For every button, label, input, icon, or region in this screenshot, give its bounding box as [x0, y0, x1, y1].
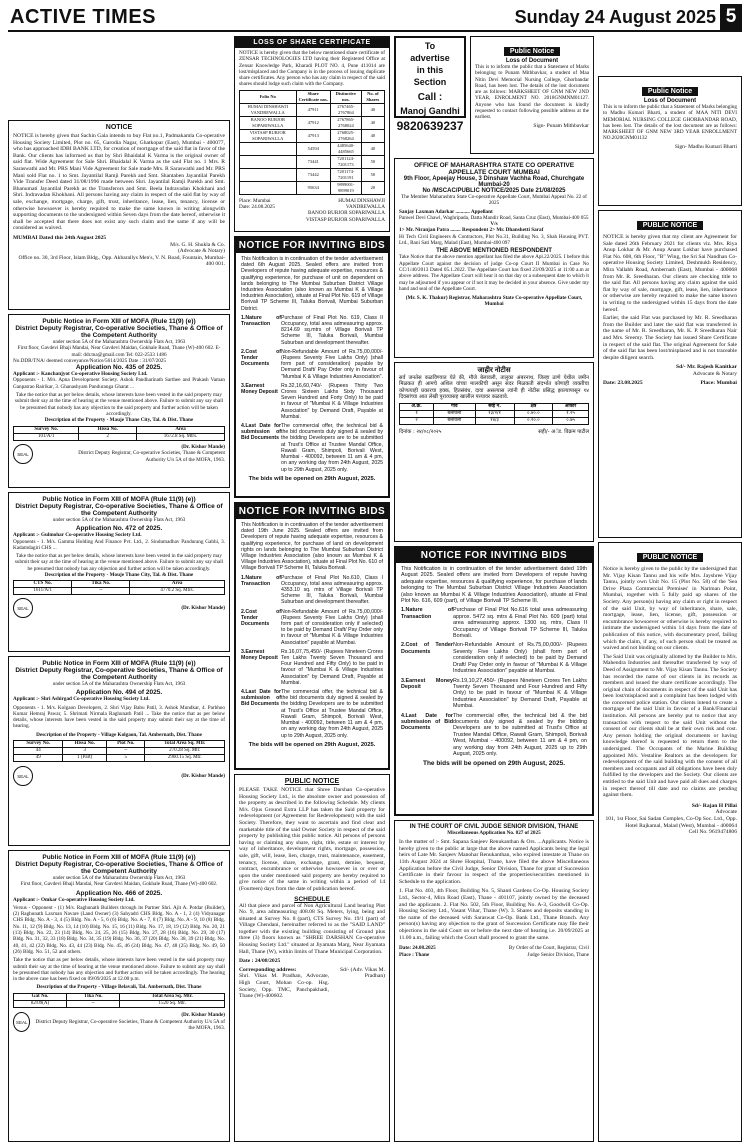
share-date: Date: 24.08.2025 [239, 204, 275, 211]
form-office: District Deputy Registrar, Co-operative Societies, Thane & Office of the Competent Authority [15, 325, 223, 339]
court-place: Place : Thane [399, 951, 430, 958]
notice-sachin-gala [8, 120, 230, 310]
page-number: 5 [720, 4, 742, 30]
public-notice-head: PUBLIC NOTICE [637, 221, 703, 230]
form-office: District Deputy Registrar, Co-operative Societies, Thane & Office of the Competent Authority [15, 503, 223, 517]
form-signature: (Dr. Kishor Mande) [181, 772, 225, 779]
court-head: IN THE COURT OF CIVIL JUDGE SENIOR DIVISION, THANE [409, 824, 579, 830]
masthead [8, 4, 742, 32]
form-head: Public Notice in Form XIII of MOFA (Rule 11(9) (e)) [42, 496, 196, 503]
notice-place-date: MUMBAI Dated this 24th August 2025 [13, 234, 107, 241]
bids-foot: The bids will be opened on 29th August, 2025. [422, 760, 566, 768]
form-signature: (Dr. Kishor Mande) [181, 444, 225, 451]
notice-signatory: M/s. G. H. Shukla & Co. [170, 241, 225, 248]
public-notice-body: NOTICE is hereby given that my client are Agreement for Sale dated 26th February 2021 for clients viz. Mrs. Riya Anup Lokhar & Mr. Anup Anant Lokhar have purchased Flat No. 608, 6th Floor, "B" Wing, the Sri Sai Nandhan Co-operative Housing Society Limited, Deshmukh Residency, Mira Vallabh Road, Ambernath (East), Mumbai - 400068 from Mr. R. Sreedharan. Our clients are checking title to the said flat. All persons having any claim against the said flat by way of sale, mortgage, gift, lease, lien, inheritance or otherwise are hereby required to make the same known in writing to the undersigned within 15 days from the date hereof. [603, 234, 737, 313]
court-body: In the matter of :- Smt. Sapana Sanjeev Renukanthan & Ors. ...Applicants. Notice is hereby given to the public at large that the above named Applicants being the legal heirs of Late Mr. Sanjeev Manohar Renukanthan, who expired intestate at Thane on 11th August 2024 at Shree Hospital, Thane, have filed the above Miscellaneous Application before the Civil Judge, Senior Division, Thane for grant of Succession Certificate in their favour in respect of the properties/securities mentioned in Schedule to the application. [399, 839, 589, 885]
public-notice-date: Date: 23.08.2025 [603, 380, 643, 387]
public-notice-title: Loss of Document [643, 98, 697, 104]
court-office: OFFICE OF MAHARASHTRA STATE CO OPERATIVE APPELLATE COURT MUMBAI [413, 162, 575, 176]
bids-intro: This Notification is in continuation of the tender advertisement dated 6th August 2025. Sealed offers are invited from Developers of repute having adequate expertise, resources & qualifying experience, for purchase of unit on dependent on lands belonging to The Mumbai Suburban District Village Industries Association (also known as Mumbai K & Village Industries Association), situate at Final Plot No. 619 of Village Borivali TP Scheme III, Taluka Borivali, Mumbai Suburban District. [241, 256, 383, 312]
form-xiii-notice-1: Public Notice in Form XIII of MOFA (Rule 11(9) (e)) District Deputy Registrar, Co-operative Societies, Thane & Office of the Competent Authority under section 5A of the Maharashtra Ownership Flats Act, 1963 First floor, Gavdevi Bhaji Mandai, Near Gavdevi Maidan, Gokhale Road, Thane (W)-400 602. E-mail: ddr.tna@gmail.com Tel: 022-2533 1486 No.DDR/TNA/ deemed conveyance/Notice/5614/2025 Date : 31/07/2025 Application No. 435 of 2025. Applicant :- Kanchanjyot Co-operative Housing Society Ltd. Opponents - 1. M/s. Apna Development Society. Ashok Pandharinath Sarthee and Prakash Vaman Ganpatrao Rairikar, 3. Ghanashyam Panduranga Gharat ... Take the notice that as per below details, whose interests have been vested in the said property may submit their say at the time of hearing at the venue mentioned above. Failure to submit any say shall be presumed that nobody has any objection to the said property and further action will be taken accordingly. Description of the Property - Mauje Thane City, Tal. & Dist. Thane Survey No. Hissa No. Area 101/A/1 2 1672.8 Sq. Mtrs. SEAL (Dr. Kishor Mande) District Deputy Registrar, Co-operative Societies, Thane & Competent Authority U/s 5A of the MOFA, 1963. [8, 314, 230, 488]
court-notice-head: THE ABOVE MENTIONED RESPONDENT [436, 248, 552, 255]
share-head: LOSS OF SHARE CERTIFICATE [235, 37, 389, 48]
notice-title: NOTICE [105, 124, 133, 131]
public-notice-sign-name: Sd/- Rajan H Pillai [691, 802, 737, 809]
public-notice-body: Notice is hereby given to the public by the undersigned that Mr. Vijay Kisan Tannu and his wife Mrs. Jayshree Vijay Tannu, jointly own Unit No. 15 (Plot No. 58) of the 'Sea Drive Plaza Commercial Premises' in Nariman Point, Mumbai, together with 5 fully paid up shares of the Society. Any person(s) having any claim or right in respect of the said Unit, by way of inheritance, share, sale, mortgage, lease, lien, license, gift, possession or encumbrance howsoever or otherwise is hereby required to intimate the undersigned within 14 days from the date of publication of this notice, with documentary proof, failing which the claim, if any, of such person shall be treated as waived and not binding on our clients. [603, 566, 737, 652]
form-head: Public Notice in Form XIII of MOFA (Rule 11(9) (e)) [42, 854, 196, 861]
newspaper-title: ACTIVE TIMES [10, 6, 157, 28]
court-body: Take Notice that the above mention appellant has filed the above Apl.22/2025. I before this Appellate Court against the decision of judge Co-op Court II Mumbai in Case No CC/1/40/2013 Dated 05.1.2022. The Appellate Court has fixed 23/09/2025 at 11:00 a.m at above address. The Appellate Court will hear it on that day or a subsequent date to which it may be adjourned if you appear or if not it may be decided in your absence. Give under my hand and seal of the Appellate Court. [399, 254, 589, 292]
public-notice-date: Date : 24/08/2025 [239, 958, 281, 965]
form-signature: (Dr. Kishor Mande) [181, 1012, 225, 1019]
marathi-table: अ.क्र. गाव सर्व्हे नं. क्षेत्र आकार १ बेलावली १३/२/१ ०.४०.० १.२५ २ बेलावली १४/३ ०.२०.० ०.७५ [399, 403, 589, 425]
court-address: 9th Floor, Apeejay House, 3 Dinshaw Vachha Road, Churchgate Mumbai-20 [403, 176, 585, 188]
public-notice-flat-608: PUBLIC NOTICE NOTICE is hereby given that my client are Agreement for Sale dated 26th February 2021 for clients viz. Mrs. Riya Anup Lokhar & Mr. Anup Anant Lokhar have purchased Flat No. 608, 6th Floor, "B" Wing, the Sri Sai Nandhan Co-operative Housing Society Limited, Deshmukh Residency, Mira Vallabh Road, Ambernath (East), Mumbai - 400068 from Mr. R. Sreedharan. Our clients are checking title to the said flat. All persons having any claim against the said flat by way of sale, mortgage, gift, lease, lien, inheritance or otherwise are hereby required to make the same known in writing to the undersigned within 15 days from the date hereof. Earlier, the said Flat was purchased by Mr. R. Sreedharan from the Builder and later the said flat was transferred in the name of Mr. R. Sreedharan, Mr. K. P. Sreedharan Nair and Mrs. Sreemy. The Society has issued Share Certificate in respect of the said flat. The original Agreement for Sale of the said flat has been lost/misplaced and is not traceable despite diligent search. Sd/- Mr. Rajesh Kanitkar Advocate & Notary Date: 23.08.2025 Place: Mumbai [598, 210, 742, 538]
form-application: Application No. 472 of 2025. [75, 525, 163, 533]
advertise-contact-name: Manoj Gandhi [400, 106, 460, 116]
public-notice-shree-darshan [234, 774, 390, 1142]
form-act: under section 5A of the Maharashtra Ownership Flats Act, 1963 [52, 339, 186, 345]
advertise-phone: 9820639237 [396, 119, 464, 133]
court-date: Date: 24.08.2025 [399, 945, 436, 952]
bids-head: NOTICE FOR INVITING BIDS [236, 238, 388, 253]
public-notice-address: 101, 1st Floor, Sai Sadan Complex, Co-Op Soc. Ltd., Opp. Hotel Rajkamal, Malad (West), Mumbai - 400064 [605, 815, 737, 829]
form-xiii-notice-3: Public Notice in Form XIII of MOFA (Rule 11(9) (e)) District Deputy Registrar, Co-operative Societies, Thane & Office of the Competent Authority under section 5A of the Maharashtra Ownership Flats Act, 1963 Application No. 494 of 2025. Applicant :- Shri Ashirgad Co-operative Housing Society Ltd. Opponents - 1. M/s. Kolgaon Developers, 2. Shri Vijay Babu Patil, 3. Ashok Mundkar, 4. Parbhoo Kumar Hemraj Pawar, 5. Shrimati Nirmala Raghunath Patil ... Take the notice that as per below details, whose interests have been vested in the said property may submit their say at the time of hearing. Description of the Property - Village Kolgaon, Tal. Ambernath, Dist. Thane Survey No. Hissa No. Plot No. Total Area Sq. Mtr. 44 3 -- 270.28 Sq. Mtr. 49 1 (Part) 5 2960.15 Sq. Mtr. SEAL (Dr. Kishor Mande) [8, 656, 230, 846]
seal-icon: SEAL [13, 766, 33, 786]
form-description: Description of the Property - Mauje Thane City, Tal. & Dist. Thane [44, 417, 194, 424]
form-applicant: Applicant :- Gulmohar Co-operative Housing Society Ltd. [13, 532, 142, 539]
marathi-public-notice [394, 362, 594, 542]
form-office: District Deputy Registrar, Co-operative Societies, Thane & Office of the Competent Authority [15, 861, 223, 875]
court-subject: The Member Maharashtra State Co-operative Appellate Court, Mumbai Appeal No. 22 of 2025 [401, 194, 587, 207]
form-application: Application No. 435 of 2025. [75, 364, 163, 372]
corr-address: Shri. Vikas M. Pradhan, Advocate, High Court, Mohan Co-op. Hsg. Society, Opp. TMC, Panchpakhadi, Thane (W)-400602. [239, 973, 329, 1000]
public-notice-loss-document-1 [470, 36, 594, 154]
form-head: Public Notice in Form XIII of MOFA (Rule 11(9) (e)) [42, 660, 196, 667]
civil-court-notice: IN THE COURT OF CIVIL JUDGE SENIOR DIVISION, THANE Miscellaneous Application No. 827 of 2025 In the matter of :- Smt. Sapana Sanjeev Renukanthan & Ors. ...Applicants. Notice is hereby given to the public at large that the above named Applicants being the legal heirs of Late Mr. Sanjeev Manohar Renukanthan, who expired intestate at Thane on 11th August 2024 at Shree Hospital, Thane, have filed the above Miscellaneous Application before the Civil Judge, Senior Division, Thane for grant of Succession Certificate in their favour in respect of the properties/securities mentioned in Schedule to the application. 1. Flat No. 403, 4th Floor, Building No. 5, Shanti Gardens Co-Op. Housing Society Ltd., Sector-4, Mira Road (East), Thane - 401107, jointly owned by the deceased and the applicants. 2. Flat No. 502, 5th Floor, Building No. A-3, Goodwill Co-Op. Housing Society Ltd., Vasant Vihar, Thane (W). 3. Shares and deposits standing in the name of the deceased with Saraswat Co-Op. Bank Ltd., Thane Branch. Any person(s) having any objection to the grant of Succession Certificate may file their objections in the said Court on or before the next date of hearing i.e. 20/09/2025 at 11.00 a.m., failing which the Court shall proceed to grant the same. Date: 24.08.2025 Place : Thane By Order of the Court, Registrar, Civil Judge Senior Division, Thane [394, 820, 594, 1142]
form-property-table: Survey No. Hissa No. Plot No. Total Area Sq. Mtr. 44 3 -- 270.28 Sq. Mtr. 49 1 (Part) 5 2960.15 Sq. Mtr. [13, 740, 225, 762]
share-body: NOTICE is hereby given that the below mentioned share certificate of ZENSAR TECHNOLOGIES LTD having their Registered Office at Zensar Knowledge Park, Kharadi PLOT NO. 4, Pune 411014 are lost/misplaced and the Company is in the process of issuing duplicate share certificates. Any person who has any claim in respect of the said shares should lodge such claim with the Company. [239, 50, 385, 88]
issue-date: Sunday 24 August 2025 [514, 7, 716, 27]
marathi-place: दिनांक : २४/०८/२०२५ [399, 429, 442, 436]
form-ref-no: No.DDR/TNA/ deemed conveyance/Notice/5614/2025 Date : 31/07/2025 [13, 357, 166, 364]
form-application: Application No. 494 of 2025. [75, 689, 163, 697]
form-description: Description of the Property - Mouje Thane City, Tal. & Dist. Thane [44, 572, 194, 579]
form-applicant: Applicant :- Shri Ashirgad Co-operative Housing Society Ltd. [13, 696, 150, 703]
appellate-court-notice: OFFICE OF MAHARASHTRA STATE CO OPERATIVE APPELLATE COURT MUMBAI 9th Floor, Apeejay House, 3 Dinshaw Vachha Road, Churchgate Mumbai-20 No /MSCAC/PUBLIC NOTICE/2025 Date 21/08/2025 The Member Maharashtra State Co-operative Appellate Court, Mumbai Appeal No. 22 of 2025 Sanjay Laxman Adarkar ........... Appellant Panwel Devi Chawl, Waghripada, Datta Mandir Road, Santa Cruz (East), Mumbai-400 055 V/s 1> Mr. Niranjan Patra ........ Respondent 2> Mr. Dhanshetti Saraf Hi Tech Civil Engineers & Contractors, Plot No.31, Building No. 3, Shah Housing PVT. Ltd., Rani Sati Marg, Malad (East), Mumbai-400 097 THE ABOVE MENTIONED RESPONDENT Take Notice that the above mention appellant has filed the above Apl.22/2025. I before this Appellate Court against the decision of judge Co-op Court II Mumbai in Case No CC/1/40/2013 Dated 05.1.2022. The Appellate Court has fixed 23/09/2025 at 11:00 a.m at above address. The Appellate Court will hear it on that day or a subsequent date to which it may be adjourned if you appear or if not it may be decided in your absence. Give under my hand and seal of the Appellate Court. (Mr. S. K. Thakur) Registrar, Maharashtra State Co-operative Appellate Court, Mumbai [394, 158, 594, 358]
notice-inviting-bids-2: NOTICE FOR INVITING BIDS This Notification is in continuation of the tender advertisement dated 19th June 2025. Sealed offers are invited from Developers of repute having adequate expertise, resources & qualifying experience, for purchase of land on development rights on lands belonging to The Mumbai Suburban District Village Industries Association (also known as Mumbai K & Village Industries Association), situate at Final Plot No. 610 of Village Borivali TP Scheme III, Taluka Borivali. 1.Nature of Transaction Purchase of Final Plot No.610, Class I Occupancy, total area admeasuring approx. 4353.10 sq. mtrs of Village Borivali TP Scheme III, Taluka Borivali, Mumbai Suburban and development thereafter. 2.Cost of Tender Documents Non-Refundable Amount of Rs.75,00,000/- (Rupees Seventy Five Lakhs Only) (shall form part of consideration only if selected) to be paid by Demand Draft/ Pay Order only in favour of "Mumbai K & Village Industries Association" payable at Mumbai. 3.Earnest Money Deposit Rs.16,07,75,450/- (Rupees Nineteen Crores Ten Lakhs Twenty Seven Thousand and Four Hundred and Fifty Only) to be paid in favour of "Mumbai K & Village Industries Association" by Demand Draft, Payable at Mumbai. 4.Last Date for submission of Bid Documents The commercial offer, the technical bid & the bid documents duly signed & sealed by the bidding Developers are to be submitted at Trust's Office at Trustee Mandal Office, Rawali Gram, Shimpoli, Borivali West, Mumbai - 400092, between 11 am & 4 pm, on any working day from 24th August, 2025 up to 29th August, 2025 only. The bids will be opened on 29th August, 2025. [234, 502, 390, 770]
marathi-body: सर्व जनतेस कळविण्यात येते की, मौजे बेलावली, तालुका अंबरनाथ, जिल्हा ठाणे येथील जमीन मिळकत ही आमचे अशिल यांच्या मालकीची असून सदर मिळकती संदर्भात कोणाही व्यक्तीचा कोणत्याही प्रकारचा हक्क, हितसंबंध, दावा असल्यास त्यांनी ही नोटीस प्रसिद्ध झाल्यापासून १४ दिवसांच्या आत लेखी पुराव्यासह खालील पत्त्यावर कळवावे. [399, 375, 589, 400]
schedule-body: All that piece and parcel of Non Agricultural Land bearing Plot No. 9, area admeasuring 408.08 Sq. Meters, lying, being and situated at Survey No. 8 (part), CTS Survey No. 19/1 (part) of Village Chendani, hereinafter referred to as the "SAID LAND" together with the existing building consisting of Ground plus three (3) floors known as "SHREE DARSHAN Co-operative Housing Society Ltd." situated at Jiyamata Marg, Near Jiyamata Hall, Thane (W), within limits of Thane Municipal Corporation. [239, 902, 385, 955]
public-notice-sign: Sign- Madhu Kumari Bharti [674, 143, 737, 150]
court-appellant: Sanjay Laxman Adarkar ........... Appellant [399, 208, 493, 215]
form-applicant: Applicant :- Kanchanjyot Co-operative Housing Society Ltd. [13, 371, 148, 378]
public-notice-head: Public Notice [504, 47, 560, 56]
court-respondents: 1> Mr. Niranjan Patra ........ Respondent 2> Mr. Dhanshetti Saraf [399, 227, 544, 234]
public-notice-sea-drive-plaza: PUBLIC NOTICE Notice is hereby given to the public by the undersigned that Mr. Vijay Kisan Tannu and his wife Mrs. Jayshree Vijay Tannu, jointly own Unit No. 15 (Plot No. 58) of the 'Sea Drive Plaza Commercial Premises' in Nariman Point, Mumbai, together with 5 fully paid up shares of the Society. Any person(s) having any claim or right in respect of the said Unit, by way of inheritance, share, sale, mortgage, lease, lien, license, gift, possession or encumbrance howsoever or otherwise is hereby required to intimate the undersigned within 14 days from the date of publication of this notice, with documentary proof, failing which the claim, if any, of such person shall be treated as waived and not binding on our clients. The Said Unit was originally allotted by the Builder to M/s. Mahendra Industries and thereafter transferred by way of Deed of Assignment to Mr. Vijay Kisan Tannu. The Society has recorded the name of our clients in its records as members and issued the share certificate accordingly. The original chain of documents in respect of the said Unit has been lost/misplaced and a complaint has been lodged with the concerned police station. Our clients intend to create a mortgage of the said Unit in favour of a Bank/Financial institution. All persons are hereby put to notice that any transaction with respect to the said Unit without the consent of our clients shall be at their own risk and cost. Any person holding the original documents or having knowledge thereof is requested to return them to the undersigned. The Occupants of the Marine Building appointed M/s. Vestaline Realtors as the developers for redevelopment of the said building with the consent of all members and occupants and all obligations have been duly fulfilled by the developers and the Society. Our clients are entitled to the said Unit and have paid all dues and charges in respect thereof till date and no claims are pending against them. Sd/- Rajan H Pillai Advocate 101, 1st Floor, Sai Sadan Complex, Co-Op Soc. Ltd., Opp. Hotel Rajkamal, Malad (West), Mumbai - 400064 Cell No. 9619474806 [598, 542, 742, 1142]
seal-icon: SEAL [13, 598, 33, 618]
form-office: District Deputy Registrar, Co-operative Societies, Thane & Office of the Competent Authority [15, 667, 223, 681]
court-sign: (Mr. S. K. Thakur) Registrar, Maharashtra State Co-operative Appellate Court, Mumbai [405, 295, 583, 308]
public-notice-body: This is to inform the public that a Statement of Marks belonging to Punam Mithbavkar, a student of Maa Nitin Devi Memorial Nursing College, Ghorbandar Road, has been lost. The details of the lost document are as follows: MARKSHEET OF GNM NEW 2ND YEAR, ENROLMENT NO. 2018GNMNM01127. Anyone who has found the document is kindly requested to contact following possible address at the earliest. [475, 64, 589, 121]
seal-icon: SEAL [13, 1012, 30, 1032]
form-sign-role: District Deputy Registrar, Co-operative Societies, Thane & Competent Authority U/s 5A of the MOFA, 1963. [78, 450, 225, 463]
public-notice-head: PUBLIC NOTICE [284, 778, 340, 785]
public-notice-sign: Sign- Punam Mithbavkar [533, 122, 589, 129]
form-applicant: Applicant :- Omkar Co-operative Housing Society Ltd. [13, 896, 135, 903]
form-xiii-notice-4: Public Notice in Form XIII of MOFA (Rule 11(9) (e)) District Deputy Registrar, Co-operative Societies, Thane & Office of the Competent Authority under section 5A of the Maharashtra Ownership Flats Act, 1963 First floor, Gavdevi Bhaji Mandai, Near Gavdevi Maidan, Gokhale Road, Thane (W)-400 602. Application No. 466 of 2025. Applicant :- Omkar Co-operative Housing Society Ltd. Versus - Opponent - (1) M/s. Raghunath Builders through its Partner Shri. Ajit A. Potdar (Builder), (2) Raghunath Laxman Navare (Land Owner) (3) Sahyadri CHS Bldg. No. A - 1, 2 (4) Vidyanagar CHS Bldg. No. A - 3, 4 (5) Bldg. No. A - 5, 6 (6) Bldg. No. A - 7, 8 (7) Bldg. No. A - 9, 10 (8) Bldg. No. 11, 12 (9) Bldg. No. 13, 14 (10) Bldg. No. 15, 16 (11) Bldg. No. 17, 18, 19 (12) Bldg. No. 20, 21 (13) Bldg. No. 22, 23 (14) Bldg. No. 24, 25, 26 (15) Bldg. No. 27, 28 (16) Bldg. No. 29, 30 (17) Bldg. No. 31, 32, 33 (18) Bldg. No. 34, 35 (19) Bldg. No. 36, 37 (20) Bldg. No. 38, 39 (21) Bldg. No. 40, 41, 42 (22) Bldg. No. 43, 44 (23) Bldg. No. 45, 46 (24) Bldg. No. 47, 48 (25) Bldg. No. 49, 50 (26) Bldg. No. 51, 52 and others. Take the notice that as per below details, whose interests have been vested in the said property may submit their say at the time of hearing at the venue mentioned above. Failure to submit any say shall be presumed that nobody has any objection and further action will be taken accordingly. The hearing in the above case has been fixed on 09/09/2025 at 12.00 p.m. Description of the Property - Village Belavali, Tal. Ambernath, Dist. Thane Gat No. Tika No. Total Area Sq. Mtr. 82/09(A) -- 1520 Sq. Mtr. SEAL (Dr. Kishor Mande) District Deputy Registrar, Co-operative Societies, Thane & Competent Authority U/s 5A of the MOFA, 1963. [8, 850, 230, 1142]
notice-signatory-role: (Advocate & Notary) [177, 248, 225, 254]
share-place: Place: Mumbai [239, 197, 271, 204]
form-xiii-notice-2: Public Notice in Form XIII of MOFA (Rule 11(9) (e)) District Deputy Registrar, Co-operative Societies, Thane & Office of the Competent Authority under section 5A of the Maharashtra Ownership Flats Act, 1963 Application No. 472 of 2025. Applicant :- Gulmohar Co-operative Housing Society Ltd. Opponents - 1. M/s. Gamma Holding And Finance Pvt. Ltd., 2. Sindumadhav Pandurang Gabhi, 3. Kadamdagiri CHS ... Take the notice that as per below details, whose interests have been vested in the said property may submit their say at the time of hearing at the venue mentioned above. Failure to submit any say shall be presumed that nobody has any objection and further action will be taken accordingly. Description of the Property - Mouje Thane City, Tal. & Dist. Thane CTS No. Tika No. Area 1611/A/1 -- 4770.2 Sq. Mtrs. SEAL (Dr. Kishor Mande) [8, 492, 230, 652]
form-address: First floor, Gavdevi Bhaji Mandai, Near Gavdevi Maidan, Gokhale Road, Thane (W)-400 602. E-mail: ddr.tna@gmail.com Tel: 022-2533 1486 [17, 345, 221, 358]
court-ref: No /MSCAC/PUBLIC NOTICE/2025 Date 21/08/2025 [422, 188, 566, 194]
form-head: Public Notice in Form XIII of MOFA (Rule 11(9) (e)) [42, 318, 196, 325]
public-notice-loss-document-2 [598, 76, 742, 206]
form-description: Description of the Property - Village Belavali, Tal. Ambernath, Dist. Thane [36, 984, 202, 991]
bids-intro: This Notification is in continuation of the tender advertisement dated 19th June 2025. Sealed offers are invited from Developers of repute having adequate expertise, resources & qualifying experience, for purchase of land on development rights on lands belonging to The Mumbai Suburban District Village Industries Association (also known as Mumbai K & Village Industries Association), situate at Final Plot No. 610 of Village Borivali TP Scheme III, Taluka Borivali. [241, 522, 383, 572]
notice-body: NOTICE is hereby given that Sachin Gala intends to buy Flat no.1, Padmakamla Co-operative Housing Society Limited, Plot no. 65, Garodia Nagar, Ghatkopar (East), Mumbai - 400077, who has approached IDBI BANK LTD, for creation of mortgage of the said flat in favor of the Bank. Our clients has informed us that by Shri Bhaidalal K Varma is the original owner of said flat. Wide Agreement for Sale Shri. Bhaidalal K Varma as the said Flat no. 1 Mrs. R Saraswathi and Mr. PRS Mani Vide Agreement for Sale made Mrs. R Saraswathi and Mr. PRS Mani sold Flat no. 1 to Smt. Jayantilal Ramji Parekh and Smt. Shantaben Jayantilal Parekh Vide Transfer Deed dated 31/08/1996 made between Shri. Jayantilal Ramji Parekh and Smt. Bhanumati Jayantilal Parekh as the Transferors and Smt. Beela Indravadan Khokhani and Shri. Indravadan Khokhani. All persons having any claim in respect of the said flat by way of sale, exchange, mortgage, charge, gift, trust, inheritance, lease, lien, tenancy, license or otherwise howsoever is hereby required to make the same known in writing alongwith supporting documents to the undersigned within Seven days from the date hereof, otherwise it shall be accepted that there does not exist any such claim and the same if any will be considered as waived. [13, 133, 225, 232]
share-holders: HUMAI DINSHAWJI VANDREWALLA BANOO BURJOR SOPARIWALLA VISTASP BURJOR SOPARIWALLA [305, 197, 385, 223]
form-application: Application No. 466 of 2025. [75, 889, 163, 897]
bids-foot: The bids will be opened on 29th August, 2025. [248, 475, 376, 482]
seal-icon: SEAL [13, 444, 33, 464]
public-notice-head: Public Notice [642, 87, 698, 96]
marathi-head: जाहीर नोटीस [477, 367, 511, 374]
marathi-sign: सही/- अॅड. विक्रम पाटील [538, 429, 589, 436]
public-notice-sign: Sd/- (Adv. Vikas M. Pradhan) [339, 966, 385, 980]
public-notice-sign-role: Advocate & Notary [692, 370, 737, 377]
public-notice-sign-name: Sd/- Mr. Rajesh Kanitkar [675, 364, 737, 371]
bids-intro: This Notification is in continuation of the tender advertisement dated 19th August 2025. Sealed offers are invited from Developers of repute having adequate expertise, resources & qualifying experience, for purchase of lands belonging to The Mumbai Suburban District Village Industries Association (also known as Mumbai K & Village Industries Association), situate at Final Plot No. 616, 609 (part), of Village Borivali TP Scheme III. [401, 566, 587, 605]
public-notice-place: Place: Mumbai [700, 380, 737, 387]
form-opponents: Opponents - 1. M/s. Apna Development Society. Ashok Pandharinath Sarthee and Prakash Vaman Ganpatrao Rairikar, 3. Ghanashyam Panduranga Gharat ... [13, 377, 225, 390]
public-notice-sign-role: Advocate [715, 809, 737, 816]
public-notice-body: This is to inform the public that a Statement of Marks belonging to Madhu Kumari Bharti, a student of MAA NITI DEVI MEMORIAL NURSING COLLEGE GHORBANDAR ROAD, has been lost. The details of the lost document are as follows: MARKSHEET OF GNM NEW 3RD YEAR ENROLLMENT NO.2020GNM01132 [603, 104, 737, 142]
form-signature: (Dr. Kishor Mande) [181, 605, 225, 612]
form-opponents: Opponents - 1. M/s. Gamma Holding And Finance Pvt. Ltd., 2. Sindumadhav Pandurang Gabhi, 3. Kadamdagiri CHS ... [13, 538, 225, 551]
schedule-head: SCHEDULE [294, 895, 330, 903]
share-table: Folio No Share Certificate nos. Distinctive nos. No. of Shares HUMAI DINSHAWJI VANDREWALLA 47911 2767465-2767864 40 BANOO BURJOR SOPARIWALLA 47912 2767865-2768024 40 VISTASP BURJOR SOPARIWALLA 47913 2768025-2768264 40 54594 4485640-4485665 40 73441 7201124-7201173 50 73442 7201174-7201191 50 95634 9899001-9899019 20 [239, 90, 385, 195]
form-property-table: CTS No. Tika No. Area 1611/A/1 -- 4770.2 Sq. Mtrs. [13, 580, 225, 595]
notice-inviting-bids-3: NOTICE FOR INVITING BIDS This Notification is in continuation of the tender advertisement dated 19th August 2025. Sealed offers are invited from Developers of repute having adequate expertise, resources & qualifying experience, for purchase of lands belonging to The Mumbai Suburban District Village Industries Association (also known as Mumbai K & Village Industries Association), situate at Final Plot No. 616, 609 (part), of Village Borivali TP Scheme III. 1.Nature of Transaction Purchase of Final Plot No.616 total area admeasuring approx. 5472 sq. mtrs & Final Plot No. 609 (part) total area admeasuring approx. 1300 sq. mtrs, Class II Occupancy of Village Borivali TP Scheme III, Taluka Borivali. 2.Cost of Tender Documents Non-Refundable Amount of Rs.75,00,000/- (Rupees Seventy Five Lakhs Only) (shall form part of consideration only if selected) to be paid by Demand Draft/ Pay Order only in favour of "Mumbai K & Village Industries Association" payable at Mumbai. 3.Earnest Money Deposit Rs.19,10,27,450/- (Rupees Nineteen Crores Ten Lakhs Twenty Seven Thousand and Four Hundred and Fifty Only) to be paid in favour of "Mumbai K & Village Industries Association" by Demand Draft, Payable at Mumbai. 4.Last Date for submission of Bid Documents The commercial offer, the technical bid & the bid documents duly signed & sealed by the bidding Developers are to be submitted at Trust's Office at Trustee Mandal Office, Rawali Gram, Shimpoli, Borivali West, Mumbai - 400092, between 11 am & 4 pm, on any working day from 24th August, 2025 up to 29th August, 2025 only. The bids will be opened on 29th August, 2025. [394, 546, 594, 816]
court-case: Miscellaneous Application No. 827 of 2025 [447, 830, 541, 836]
bids-head: NOTICE FOR INVITING BIDS [396, 548, 592, 563]
bids-foot: The bids will be opened on 29th August, 2025. [248, 741, 376, 748]
court-sign: By Order of the Court, Registrar, Civil Judge Senior Division, Thane [508, 945, 589, 958]
notice-address: Office no. 30, 3rd Floor, Islam Bldg., Opp. Akbarallys Men's, V. N. Road, Fountain, Mumbai-400 001. [18, 254, 225, 267]
advertise-box: To advertise in this Section Call : Manoj Gandhi 9820639237 [394, 36, 466, 118]
form-property-table: Gat No. Tika No. Total Area Sq. Mtr. 82/09(A) -- 1520 Sq. Mtr. [13, 993, 225, 1008]
notice-inviting-bids-1: NOTICE FOR INVITING BIDS This Notification is in continuation of the tender advertisement dated 6th August 2025. Sealed offers are invited from Developers of repute having adequate expertise, resources & qualifying experience, for purchase of unit on dependent on lands belonging to The Mumbai Suburban District Village Industries Association (also known as Mumbai K & Village Industries Association), situate at Final Plot No. 619 of Village Borivali TP Scheme III, Taluka Borivali, Mumbai Suburban District. 1.Nature of Transaction Purchase of Final Plot No. 619, Class II Occupancy, total area admeasuring approx. 8214.69 sq.mtrs of Village Borivali TP Scheme III, Taluka Borivali, Mumbai Suburban and development thereafter. 2.Cost of Tender Documents Non-Refundable Amount of Rs.75,00,000/- (Rupees Seventy Five Lakhs Only) (shall form part of consideration) payable by Demand Draft/ Pay Order only in favour of "Mumbai K & Village Industries Association". 3.Earnest Money Deposit Rs.32,16,60,740/- (Rupees Thirty Two Crores Sixteen Lakhs Sixty Thousand Seven Hundred and Forty Only) to be paid in favour of "Mumbai K & Village Industries Association" by Demand Draft, Payable at Mumbai. 4.Last Date for submission of Bid Documents The commercial offer, the technical bid & the bid documents duly signed & sealed by the bidding Developers are to be submitted at Trust's Office at Trustee Mandal Office, Rawali Gram, Shimpoli, Borivali West, Mumbai - 400092, between 11 am & 4 pm, on any working day from 24th August, 2025 up to 29th August, 2025 only. The bids will be opened on 29th August, 2025. [234, 236, 390, 498]
bids-head: NOTICE FOR INVITING BIDS [236, 504, 388, 519]
public-notice-head: PUBLIC NOTICE [637, 553, 703, 562]
public-notice-phone: Cell No. 9619474806 [688, 829, 737, 836]
loss-of-share-certificate [234, 36, 390, 232]
public-notice-title: Loss of Document [505, 58, 559, 64]
corr-head: Corresponding address: [239, 966, 297, 973]
form-description: Description of the Property - Village Kolgaon, Tal. Ambernath, Dist. Thane [36, 731, 202, 738]
form-property-table: Survey No. Hissa No. Area 101/A/1 2 1672.8 Sq. Mtrs. [13, 426, 225, 441]
public-notice-body: PLEASE TAKE NOTICE that Shree Darshan Co-operative Housing Society Ltd., is the absolute owner and possession of the property as described in the following Schedule. My clients M/s. Ojus Ground Extra LLP has taken the Said property for redevelopment (or Agreement for Redevelopment) with the said Society. Therefore, they want to ascertain and find clear and marketable title of the said Owner Society in respect of the said property by publishing this public notice. All persons of persons having or claiming any share, right, title, estate or interest by way of inheritance, development rights, mortgage, possession, sale, gift, will, lease, lien, charge, trust, maintenance, easement, tenancy, license, share, exchange, grant, demise, bequest, contract, encumbrance or otherwise howsoever in or over or upon the under mentioned said property are hereby required to give notice of the same in writing within a period of 14 (Fourteen) days from the date of publication hereof. [239, 787, 385, 892]
